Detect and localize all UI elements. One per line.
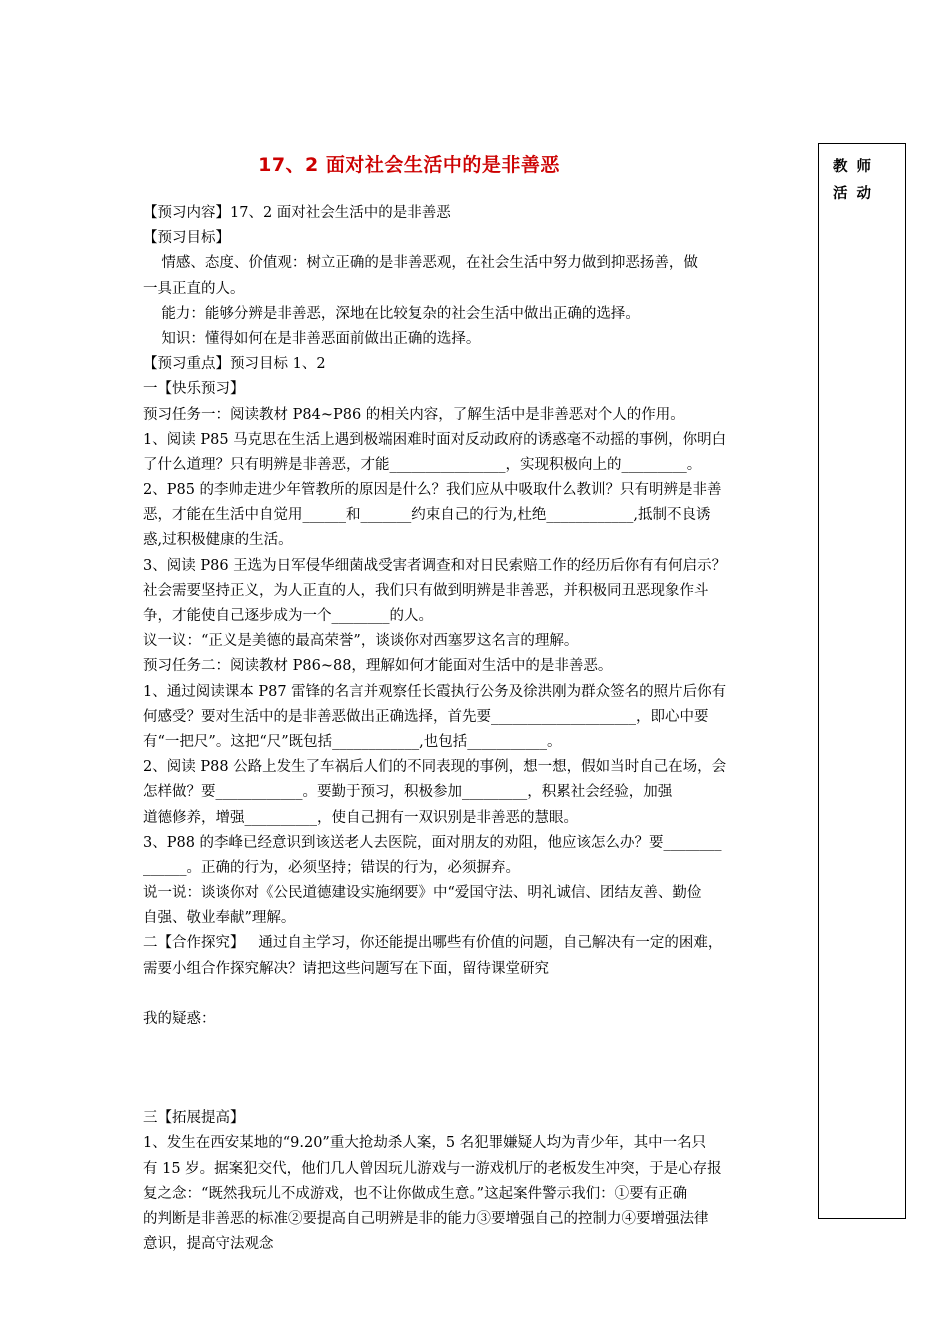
text-line: 有 15 岁。据案犯交代，他们几人曾因玩儿游戏与一游戏机厅的老板发生冲突，于是心存报: [143, 1160, 722, 1177]
text-line: 怎样做？要____________。要勤于预习，积极参加_________，积累社会经验，加强: [143, 784, 673, 801]
text-line: 恶，才能在生活中自觉用______和_______约束自己的行为,杜绝____________,抵制不良诱: [143, 507, 711, 524]
page-title: 17、2 面对社会生活中的是非善恶: [258, 154, 560, 176]
text-line: 了什么道理？只有明辨是非善恶，才能________________，实现积极向上的_________。: [143, 456, 702, 473]
text-line: 2、P85 的李帅走进少年管教所的原因是什么？我们应从中吸取什么教训？只有明辨是非善: [143, 482, 722, 499]
text-line: 一【快乐预习】: [143, 381, 245, 398]
extension-section: [143, 1106, 815, 1257]
text-line: 需要小组合作探究解决？请把这些问题写在下面，留待课堂研究: [143, 960, 549, 977]
text-line: 社会需要坚持正义，为人正直的人，我们只有做到明辨是非善恶，并积极同丑恶现象作斗: [143, 582, 709, 599]
text-line: 【预习重点】预习目标 1、2: [143, 356, 326, 373]
text-line: 的判断是非善恶的标准②要提高自己明辨是非的能力③要增强自己的控制力④要增强法律: [143, 1210, 709, 1227]
teacher-activity-column: [818, 143, 906, 1219]
worksheet-body: [143, 201, 815, 1257]
text-line: 说一说：谈谈你对《公民道德建设实施纲要》中“爱国守法、明礼诚信、团结友善、勤俭: [143, 885, 702, 902]
text-line: 何感受？要对生活中的是非善恶做出正确选择，首先要____________________，即心中要: [143, 708, 709, 725]
text-line: 预习任务一：阅读教材 P84~P86 的相关内容，了解生活中是非善恶对个人的作用。: [143, 406, 685, 423]
preview-section: [143, 201, 815, 1032]
text-line: 道德修养，增强__________，使自己拥有一双识别是非善恶的慧眼。: [143, 809, 578, 826]
text-line: 【预习内容】17、2 面对社会生活中的是非善恶: [143, 205, 451, 221]
text-line: [143, 982, 815, 1007]
text-line: 【预习目标】: [143, 230, 230, 247]
text-line: 三【拓展提高】: [143, 1110, 245, 1127]
text-line: 二【合作探究】 通过自主学习，你还能提出哪些有价值的问题，自己解决有一定的困难，: [143, 935, 723, 952]
text-line: 1、通过阅读课本 P87 雷锋的名言并观察任长霞执行公务及徐洪刚为群众签名的照片后你有: [143, 683, 727, 700]
text-line: 2、阅读 P88 公路上发生了车祸后人们的不同表现的事例，想一想，假如当时自己在场，会: [143, 759, 727, 776]
teacher-activity-label: 教 师 活 动: [833, 159, 874, 202]
text-line: 3、阅读 P86 王选为日军侵华细菌战受害者调查和对日民索赔工作的经历后你有有何启示？: [143, 557, 727, 574]
text-line: 能力：能够分辨是非善恶，深地在比较复杂的社会生活中做出正确的选择。: [143, 305, 640, 322]
text-line: 1、阅读 P85 马克思在生活上遇到极端困难时面对反动政府的诱惑毫不动摇的事例，你明白: [143, 431, 727, 448]
text-line: 1、发生在西安某地的“9.20”重大抢劫杀人案，5 名犯罪嫌疑人均为青少年，其中一名只: [143, 1135, 707, 1152]
text-line: 复之念：“既然我玩儿不成游戏，也不让你做成生意。”这起案件警示我们：①要有正确: [143, 1185, 688, 1202]
text-line: 有“一把尺”。这把“尺”既包括____________,也包括___________。: [143, 733, 562, 750]
text-line: 我的疑惑：: [143, 1011, 216, 1027]
text-line: 预习任务二：阅读教材 P86~88，理解如何才能面对生活中的是非善恶。: [143, 658, 613, 675]
text-line: 情感、态度、价值观：树立正确的是非善恶观，在社会生活中努力做到抑恶扬善，做: [143, 255, 698, 272]
text-line: 意识，提高守法观念: [143, 1236, 274, 1253]
text-line: 议一议：“正义是美德的最高荣誉”，谈谈你对西塞罗这名言的理解。: [143, 633, 579, 650]
question-space: [143, 1032, 815, 1106]
text-line: 3、P88 的李峰已经意识到该送老人去医院，面对朋友的劝阻，他应该怎么办？要________: [143, 834, 722, 851]
text-line: 惑,过积极健康的生活。: [143, 532, 293, 549]
text-line: 一具正直的人。: [143, 280, 245, 297]
text-line: 争，才能使自己逐步成为一个________的人。: [143, 608, 433, 624]
text-line: ______。正确的行为，必须坚持；错误的行为，必须摒弃。: [143, 859, 520, 876]
text-line: 知识：懂得如何在是非善恶面前做出正确的选择。: [143, 330, 481, 347]
text-line: 自强、敬业奉献”理解。: [143, 910, 296, 927]
